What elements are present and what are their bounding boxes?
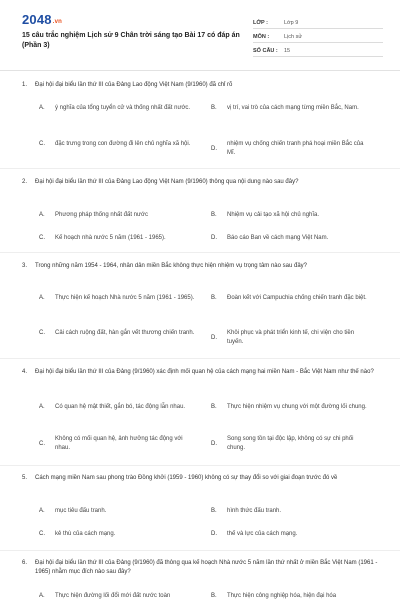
meta-value: Lịch sử [284,34,303,40]
question-number: 1. [22,82,28,88]
option-text: nhiệm vụ chống chiến tranh phá hoại miền Bắc của Mĩ. [227,141,364,156]
option-b[interactable] [211,403,367,412]
option-letter: C. [39,531,45,537]
header-divider [0,70,400,71]
option-letter: B. [211,212,217,218]
option-letter: D. [211,334,217,341]
site-logo[interactable] [22,12,62,27]
option-letter: A. [39,212,45,218]
option-a[interactable] [39,592,195,600]
page-header [0,0,400,70]
option-letter: C. [39,141,45,147]
question-divider [0,358,400,359]
option-text: Thực hiện công nghiệp hóa, hiện đại hóa [227,593,337,599]
option-text: hình thức đấu tranh. [227,508,282,514]
option-letter: C. [39,235,45,241]
option-b[interactable] [211,592,367,600]
option-b[interactable] [211,104,367,113]
option-letter: B. [211,105,217,111]
option-c[interactable] [39,234,195,243]
option-letter: D. [211,235,217,241]
question-1 [22,81,382,156]
option-a[interactable] [39,211,195,220]
meta-info [253,15,383,57]
option-letter: B. [211,295,217,301]
option-letter: A. [39,508,45,514]
option-letter: D. [211,531,217,537]
option-letter: D. [211,440,217,447]
option-d[interactable] [211,435,367,453]
question-4 [22,368,382,451]
meta-value: Lớp 9 [284,20,299,26]
option-d[interactable] [211,329,367,347]
option-c[interactable] [39,530,195,539]
option-text: mục tiêu đấu tranh. [55,508,107,514]
option-text: Kế hoạch nhà nước 5 năm (1961 - 1965). [55,235,166,241]
option-text: Có quan hệ mật thiết, gắn bó, tác động lẫn nhau. [55,404,186,410]
option-letter: B. [211,404,217,410]
question-text [22,368,382,377]
question-number: 3. [22,263,28,269]
option-text: Báo cáo Ban về cách mạng Việt Nam. [227,235,329,241]
question-2 [22,178,382,241]
option-text: Đoàn kết với Campuchia chống chiến tranh đặc biệt. [227,295,367,301]
question-5 [22,474,382,537]
option-a[interactable] [39,104,195,113]
option-a[interactable] [39,294,195,303]
option-letter: C. [39,440,45,447]
option-text: vị trí, vai trò của cách mạng từng miền Bắc, Nam. [227,105,359,111]
meta-label: MÔN : [253,34,270,40]
option-letter: D. [211,145,217,152]
option-text: Không có mối quan hệ, ảnh hưởng tác động với nhau. [55,436,183,451]
question-number: 5. [22,475,28,481]
option-letter: C. [39,330,45,336]
question-6 [22,559,382,599]
question-body: Đại hội đại biểu lần thứ III của Đảng (9/1960) xác định mối quan hệ của cách mạng hai miền Nam - Bắc Việt Nam như thế nào? [35,369,374,375]
question-number: 6. [22,560,28,566]
question-number: 4. [22,369,28,375]
question-text [22,81,382,90]
question-body: Trong những năm 1954 - 1964, nhân dân miền Bắc không thực hiện nhiệm vụ trọng tâm nào sau đây? [35,263,307,269]
question-divider [0,168,400,169]
question-divider [0,550,400,551]
option-b[interactable] [211,507,367,516]
option-letter: A. [39,295,45,301]
option-text: Thực hiện kế hoạch Nhà nước 5 năm (1961 - 1965). [55,295,195,301]
question-text [22,474,382,483]
option-text: Nhiệm vụ cải tạo xã hội chủ nghĩa. [227,212,320,218]
option-letter: A. [39,593,45,599]
question-3 [22,262,382,345]
question-divider [0,465,400,466]
logo-main: 2048 [22,12,52,27]
meta-row-count [253,43,383,57]
option-text: Thực hiện đường lối đổi mới đất nước toàn [55,593,171,599]
question-body: Cách mạng miền Nam sau phong trào Đồng khởi (1959 - 1960) không có sự thay đổi so với giai đoạn trước đó về [35,475,338,481]
option-d[interactable] [211,234,367,243]
question-body: Đại hội đại biểu lần thứ III của Đảng (9/1960) đã thông qua kế hoạch Nhà nước 5 năm lần thứ nhất ở miền Bắc Việt Nam (1961 - 1965) nhằm mục đích nào sau đây? [35,560,378,575]
meta-row-subject [253,29,383,43]
question-divider [0,252,400,253]
option-letter: B. [211,593,217,599]
option-d[interactable] [211,140,367,158]
option-d[interactable] [211,530,367,539]
option-text: thế và lực của cách mạng. [227,531,298,537]
option-text: Song song tồn tại độc lập, không có sự chi phối chung. [227,436,354,451]
meta-row-grade [253,15,383,29]
option-c[interactable] [39,435,195,453]
meta-label: SỐ CÂU : [253,48,278,54]
question-body: Đại hội đại biểu lần thứ III của Đảng Lao động Việt Nam (9/1960) đã chỉ rõ [35,82,233,88]
option-text: kẻ thù của cách mạng. [55,531,116,537]
option-text: đặc trưng trong con đường đi lên chủ nghĩa xã hội. [55,141,191,147]
option-c[interactable] [39,140,195,149]
option-a[interactable] [39,403,195,412]
meta-value: 15 [284,48,291,54]
question-text [22,178,382,187]
option-c[interactable] [39,329,195,338]
question-number: 2. [22,179,28,185]
question-text [22,262,382,271]
meta-label: LỚP : [253,20,268,26]
option-text: Khôi phục và phát triển kinh tế, chi viện cho tiền tuyến. [227,330,355,345]
option-a[interactable] [39,507,195,516]
option-text: Phương pháp thống nhất đất nước [55,212,148,218]
option-b[interactable] [211,294,367,303]
logo-suffix: .vn [52,19,63,25]
option-text: Cải cách ruộng đất, hàn gắn vết thương chiến tranh. [55,330,195,336]
option-letter: A. [39,105,45,111]
page-title: 15 câu trắc nghiệm Lịch sử 9 Chân trời sáng tạo Bài 17 có đáp án (Phần 3) [22,32,240,49]
option-letter: B. [211,508,217,514]
option-text: Thực hiện nhiệm vụ chung với một đường lối chung. [227,404,367,410]
question-body: Đại hội đại biểu lần thứ III của Đảng Lao động Việt Nam (9/1960) thông qua nội dung nào sau đây? [35,179,299,185]
question-text [22,559,382,577]
option-b[interactable] [211,211,367,220]
option-letter: A. [39,404,45,410]
option-text: ý nghĩa của tổng tuyển cử và thống nhất đất nước. [55,105,191,111]
